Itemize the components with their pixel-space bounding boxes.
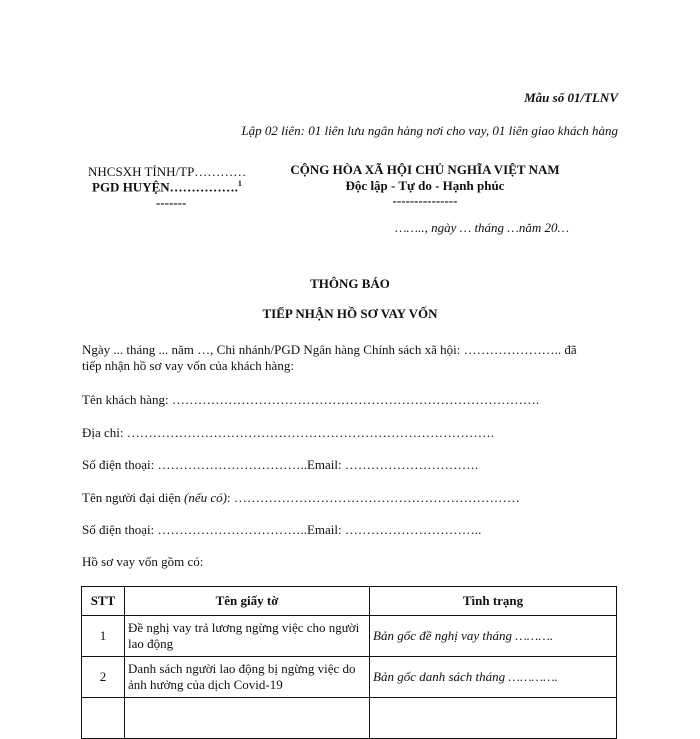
row-stt-empty (82, 698, 125, 739)
phone-field-2 (82, 522, 481, 538)
footnote-marker: 1 (237, 179, 242, 188)
bank-district-line (92, 179, 242, 195)
phone-label-1: Số điện thoại: …………………………….. (82, 457, 307, 472)
table-header-row (82, 587, 617, 616)
form-code: Mẫu số 01/TLNV (524, 90, 618, 105)
email-label-1: Email: …………………………. (306, 457, 479, 472)
representative-suffix: : ………………………………………………………… (226, 490, 520, 505)
documents-table (81, 586, 617, 739)
docs-heading: Hồ sơ vay vốn gồm có: (82, 554, 204, 569)
intro-line-2: tiếp nhận hồ sơ vay vốn của khách hàng: (82, 358, 294, 373)
date-line: …….., ngày … tháng …năm 20… (395, 220, 570, 235)
representative-optional: (nếu có) (184, 490, 227, 505)
table-row (82, 616, 617, 657)
row-document-name: Danh sách người lao động bị ngừng việc do ảnh hưởng của dịch Covid-19 (125, 657, 370, 698)
right-header-rule: --------------- (392, 193, 458, 208)
intro-line-1: Ngày ... tháng ... năm …, Chi nhánh/PGD Ngân hàng Chính sách xã hội: ………………….. đã (82, 342, 577, 357)
header-stt: STT (82, 587, 125, 616)
table-row (82, 698, 617, 739)
customer-name-field: Tên khách hàng: …………………………………………………………………………. (82, 392, 540, 407)
row-status: Bản gốc danh sách tháng …………. (370, 657, 617, 698)
copies-note: Lập 02 liên: 01 liên lưu ngân hàng nơi cho vay, 01 liên giao khách hàng (241, 123, 618, 138)
representative-prefix: Tên người đại diện (82, 490, 185, 505)
header-document-name: Tên giấy tờ (125, 587, 370, 616)
representative-field (82, 490, 520, 506)
row-status-empty (370, 698, 617, 739)
row-stt: 2 (82, 657, 125, 698)
table-row (82, 657, 617, 698)
address-field: Địa chỉ: …………………………………………………………………………. (82, 425, 495, 440)
phone-field-1 (82, 457, 478, 473)
bank-district-text: PGD HUYỆN……………. (92, 179, 238, 195)
bank-province-line: NHCSXH TỈNH/TP………… (88, 164, 247, 179)
row-stt: 1 (82, 616, 125, 657)
row-status: Bản gốc đề nghị vay tháng ………. (370, 616, 617, 657)
row-document-name: Đề nghị vay trả lương ngừng việc cho người lao động (125, 616, 370, 657)
national-title: CỘNG HÒA XÃ HỘI CHỦ NGHĨA VIỆT NAM (290, 162, 560, 177)
page-title: THÔNG BÁO (310, 276, 390, 291)
email-label-2: Email: ………………………….. (306, 522, 482, 537)
left-header-rule: ------- (156, 195, 187, 210)
header-status: Tình trạng (370, 587, 617, 616)
phone-label-2: Số điện thoại: …………………………….. (82, 522, 307, 537)
row-document-name-empty (125, 698, 370, 739)
page-subtitle: TIẾP NHẬN HỒ SƠ VAY VỐN (262, 306, 438, 321)
national-motto: Độc lập - Tự do - Hạnh phúc (345, 178, 505, 193)
